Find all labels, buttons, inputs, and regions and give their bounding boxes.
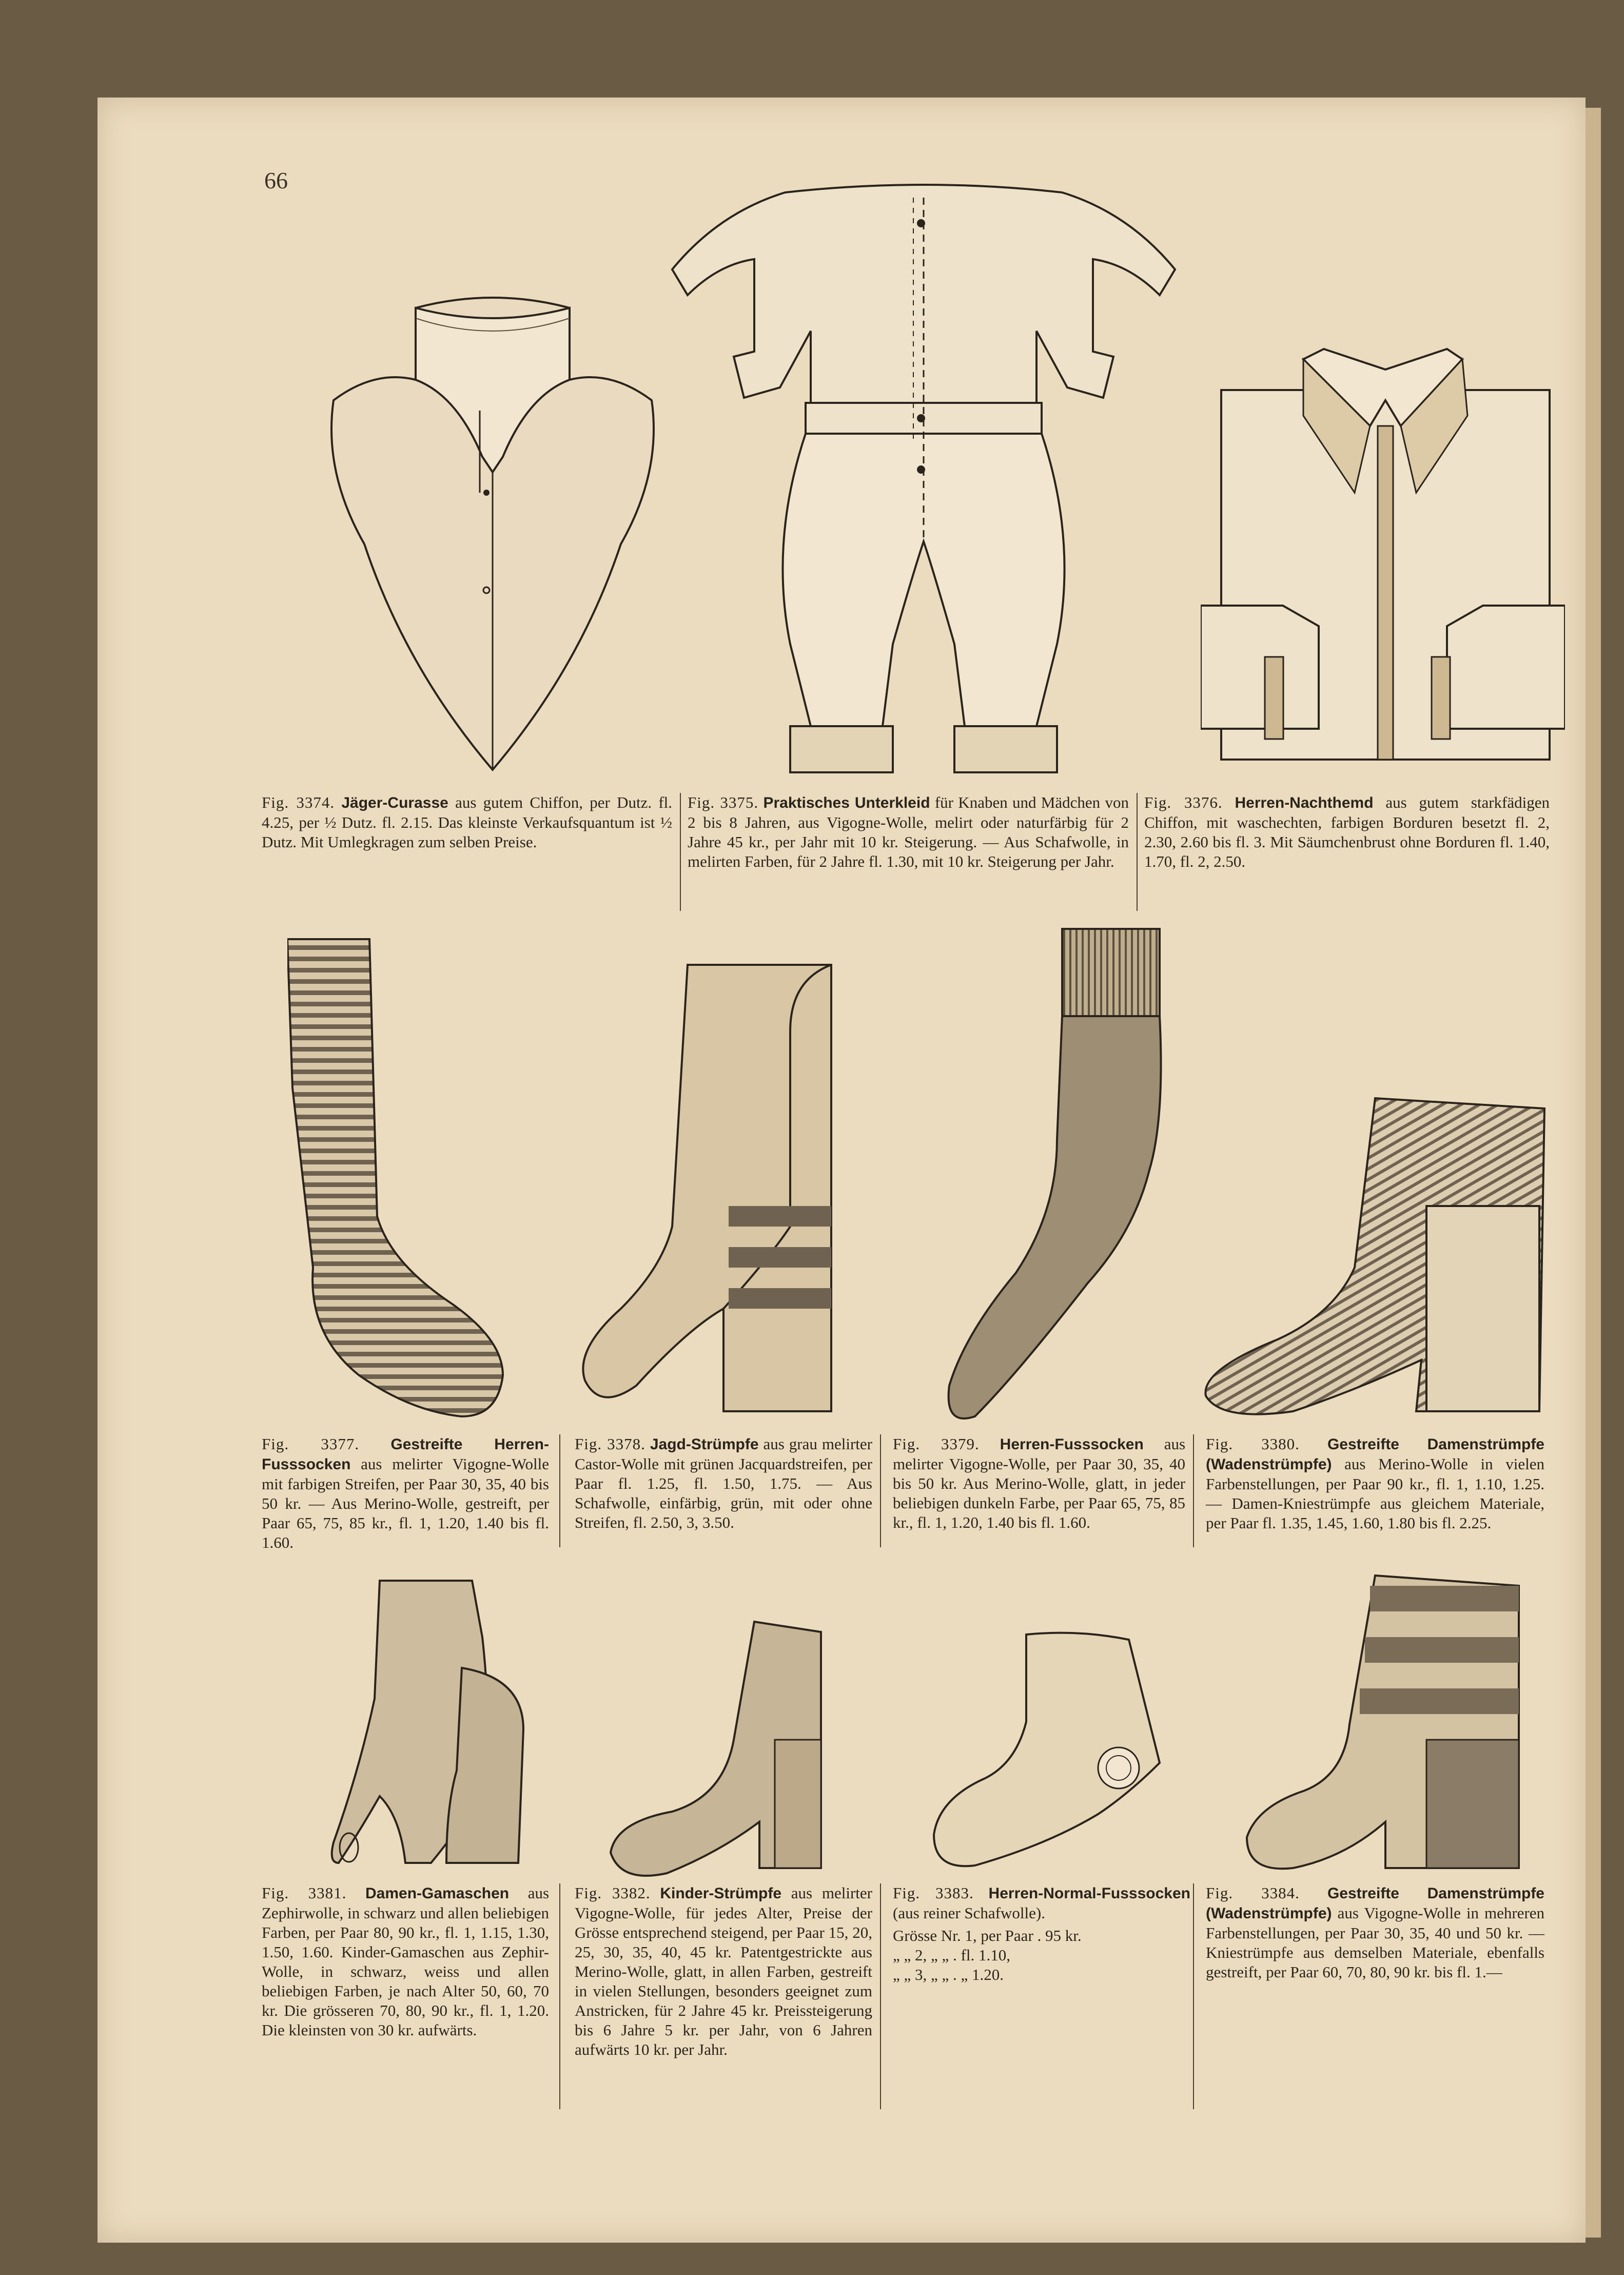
caption-figure-number: Fig. 3380. <box>1206 1435 1300 1453</box>
caption-figure-number: Fig. 3382. <box>575 1884 651 1902</box>
caption-text: aus Vigogne-Wolle in mehreren Farbenstellungen, per Paar 30, 35, 40 und 50 kr. — Kniestrümpfe aus demselben Materiale, ebenfalls gestreift, per Paar 60, 70, 80, 90 kr. bis fl. 1.— <box>1206 1904 1544 1981</box>
caption-figure-number: Fig. 3384. <box>1206 1884 1300 1902</box>
caption-3378 <box>575 1434 872 1532</box>
size-price-row: Grösse Nr. 1, per Paar . 95 kr. <box>893 1927 1082 1945</box>
caption-3383 <box>893 1883 1190 1985</box>
normal-sock-illustration <box>924 1629 1180 1876</box>
shirt-collar-cuirass-illustration <box>303 277 682 780</box>
caption-text: für Knaben und Mädchen von 2 bis 8 Jahren, aus Vigogne-Wolle, melirt oder naturfärbig für 2 Jahre 45 kr., per Jahr mit 10 kr. Steigerung. — Aus Schafwolle, in melirten Farben, für 2 Jahre fl. 1.30, mit 10 kr. Steigerung per Jahr. <box>688 793 1129 870</box>
caption-title: Gestreifte Damenstrümpfe (Wadenstrümpfe) <box>1206 1436 1544 1473</box>
caption-title: Jagd-Strümpfe <box>650 1436 759 1453</box>
size-price-row: „ „ 2, „ „ . fl. 1.10, <box>893 1946 1010 1964</box>
column-divider <box>1193 1434 1194 1547</box>
caption-title: Damen-Gamaschen <box>365 1885 510 1902</box>
hunting-stocking-illustration <box>575 960 852 1422</box>
striped-sock-illustration <box>287 934 513 1422</box>
column-divider <box>1137 793 1138 911</box>
caption-figure-number: Fig. 3383. <box>893 1884 974 1902</box>
nightshirt-illustration <box>1201 339 1565 780</box>
caption-title: Gestreifte Herren-Fusssocken <box>262 1436 549 1473</box>
plain-sock-illustration <box>934 924 1180 1427</box>
caption-3377 <box>262 1434 549 1552</box>
caption-3380 <box>1206 1434 1544 1533</box>
size-price-row: „ „ 3, „ „ . „ 1.20. <box>893 1966 1004 1984</box>
ladies-bar-striped-stocking-illustration <box>1242 1570 1529 1878</box>
caption-title: Herren-Fusssocken <box>1000 1436 1144 1453</box>
caption-3376 <box>1144 793 1550 871</box>
caption-figure-number: Fig. 3381. <box>262 1884 347 1902</box>
caption-title: Herren-Nachthemd <box>1235 794 1374 811</box>
caption-title: Kinder-Strümpfe <box>660 1885 782 1902</box>
gaiters-illustration <box>328 1576 544 1873</box>
caption-figure-number: Fig. 3378. <box>575 1435 645 1453</box>
caption-text: aus grau melirter Castor-Wolle mit grünen Jacquardstreifen, per Paar fl. 1.25, fl. 1.50, 1.75. — Aus Schafwolle, einfärbig, grün, mit oder ohne Streifen, fl. 2.50, 3, 3.50. <box>575 1435 872 1531</box>
caption-3374 <box>262 793 672 852</box>
caption-3375 <box>688 793 1129 871</box>
caption-text: aus melirter Vigogne-Wolle, per Paar 30, 35, 40 bis 50 kr. Aus Merino-Wolle, glatt, in jeder beliebigen dunkeln Farbe, per Paar 65, 75, 85 kr., fl. 1, 1.20, 1.40 bis fl. 1.60. <box>893 1435 1186 1531</box>
caption-text: aus gutem starkfädigen Chiffon, mit waschechten, farbigen Borduren besetzt fl. 2, 2.30, 2.60 bis fl. 3. Mit Säumchenbrust ohne Borduren fl. 1.40, 1.70, fl. 2, 2.50. <box>1144 793 1550 870</box>
caption-3379 <box>893 1434 1185 1532</box>
caption-text: aus melirter Vigogne-Wolle, für jedes Alter, Preise der Grösse entsprechend steigend, per Paar 15, 20, 25, 30, 35, 40, 45 kr. Patentgestrickte aus Merino-Wolle, glatt, in allen Farben, gestreift in vielen Stellungen, besonders geeignet zum Anstricken, für 2 Jahre 45 kr. Preissteigerung bis 6 Jahre 5 kr. per Jahr, von 6 Jahren aufwärts 10 kr. per Jahr. <box>575 1884 872 2058</box>
column-divider <box>680 793 681 911</box>
caption-text: aus Zephirwolle, in schwarz und allen beliebigen Farben, per Paar 80, 90 kr., fl. 1, 1.15, 1.30, 1.50, 1.60. Kinder-Gamaschen aus Zephir-Wolle, in schwarz, weiss und allen beliebigen Farben, je nach Alter 50, 60, 70 kr. Die grösseren 70, 80, 90 kr., fl. 1, 1.20. Die kleinsten von 30 kr. aufwärts. <box>262 1884 550 2039</box>
caption-3382 <box>575 1883 872 2059</box>
column-divider <box>880 1434 881 1547</box>
caption-title: Praktisches Unterkleid <box>763 794 930 811</box>
caption-figure-number: Fig. 3376. <box>1144 793 1223 811</box>
column-divider <box>559 1434 560 1547</box>
column-divider <box>1193 1883 1194 2109</box>
size-price-list <box>893 1926 1190 1985</box>
caption-figure-number: Fig. 3377. <box>262 1435 360 1453</box>
ladies-striped-stocking-illustration <box>1201 1093 1550 1422</box>
column-divider <box>880 1883 881 2109</box>
caption-title: Gestreifte Damenstrümpfe (Wadenstrümpfe) <box>1206 1885 1544 1922</box>
caption-figure-number: Fig. 3379. <box>893 1435 980 1453</box>
caption-figure-number: Fig. 3374. <box>262 793 335 811</box>
union-suit-illustration <box>667 182 1180 783</box>
caption-text: aus Merino-Wolle in vielen Farbenstellungen, per Paar 90 kr., fl. 1, 1.10, 1.25. — Damen-Kniestrümpfe aus gleichem Materiale, per Paar fl. 1.35, 1.45, 1.60, 1.80 bis fl. 2.25. <box>1206 1455 1545 1532</box>
caption-title: Jäger-Curasse <box>341 794 448 811</box>
caption-text: aus gutem Chiffon, per Dutz. fl. 4.25, per ½ Dutz. fl. 2.15. Das kleinste Verkaufsquantum ist ½ Dutz. Mit Umlegkragen zum selben Preise. <box>262 793 673 851</box>
caption-figure-number: Fig. 3375. <box>688 793 759 811</box>
caption-3384 <box>1206 1883 1544 1982</box>
caption-title: Herren-Normal-Fusssocken <box>988 1885 1191 1902</box>
caption-3381 <box>262 1883 549 2040</box>
caption-text: (aus reiner Schafwolle). <box>893 1904 1045 1922</box>
column-divider <box>559 1883 560 2109</box>
childrens-stocking-illustration <box>605 1617 872 1883</box>
caption-text: aus melirter Vigogne-Wolle mit farbigen Streifen, per Paar 30, 35, 40 bis 50 kr. — Aus Merino-Wolle, gestreift, per Paar 65, 75, 85 kr., fl. 1, 1.20, 1.40 bis fl. 1.60. <box>262 1455 549 1551</box>
page-number: 66 <box>264 167 288 193</box>
